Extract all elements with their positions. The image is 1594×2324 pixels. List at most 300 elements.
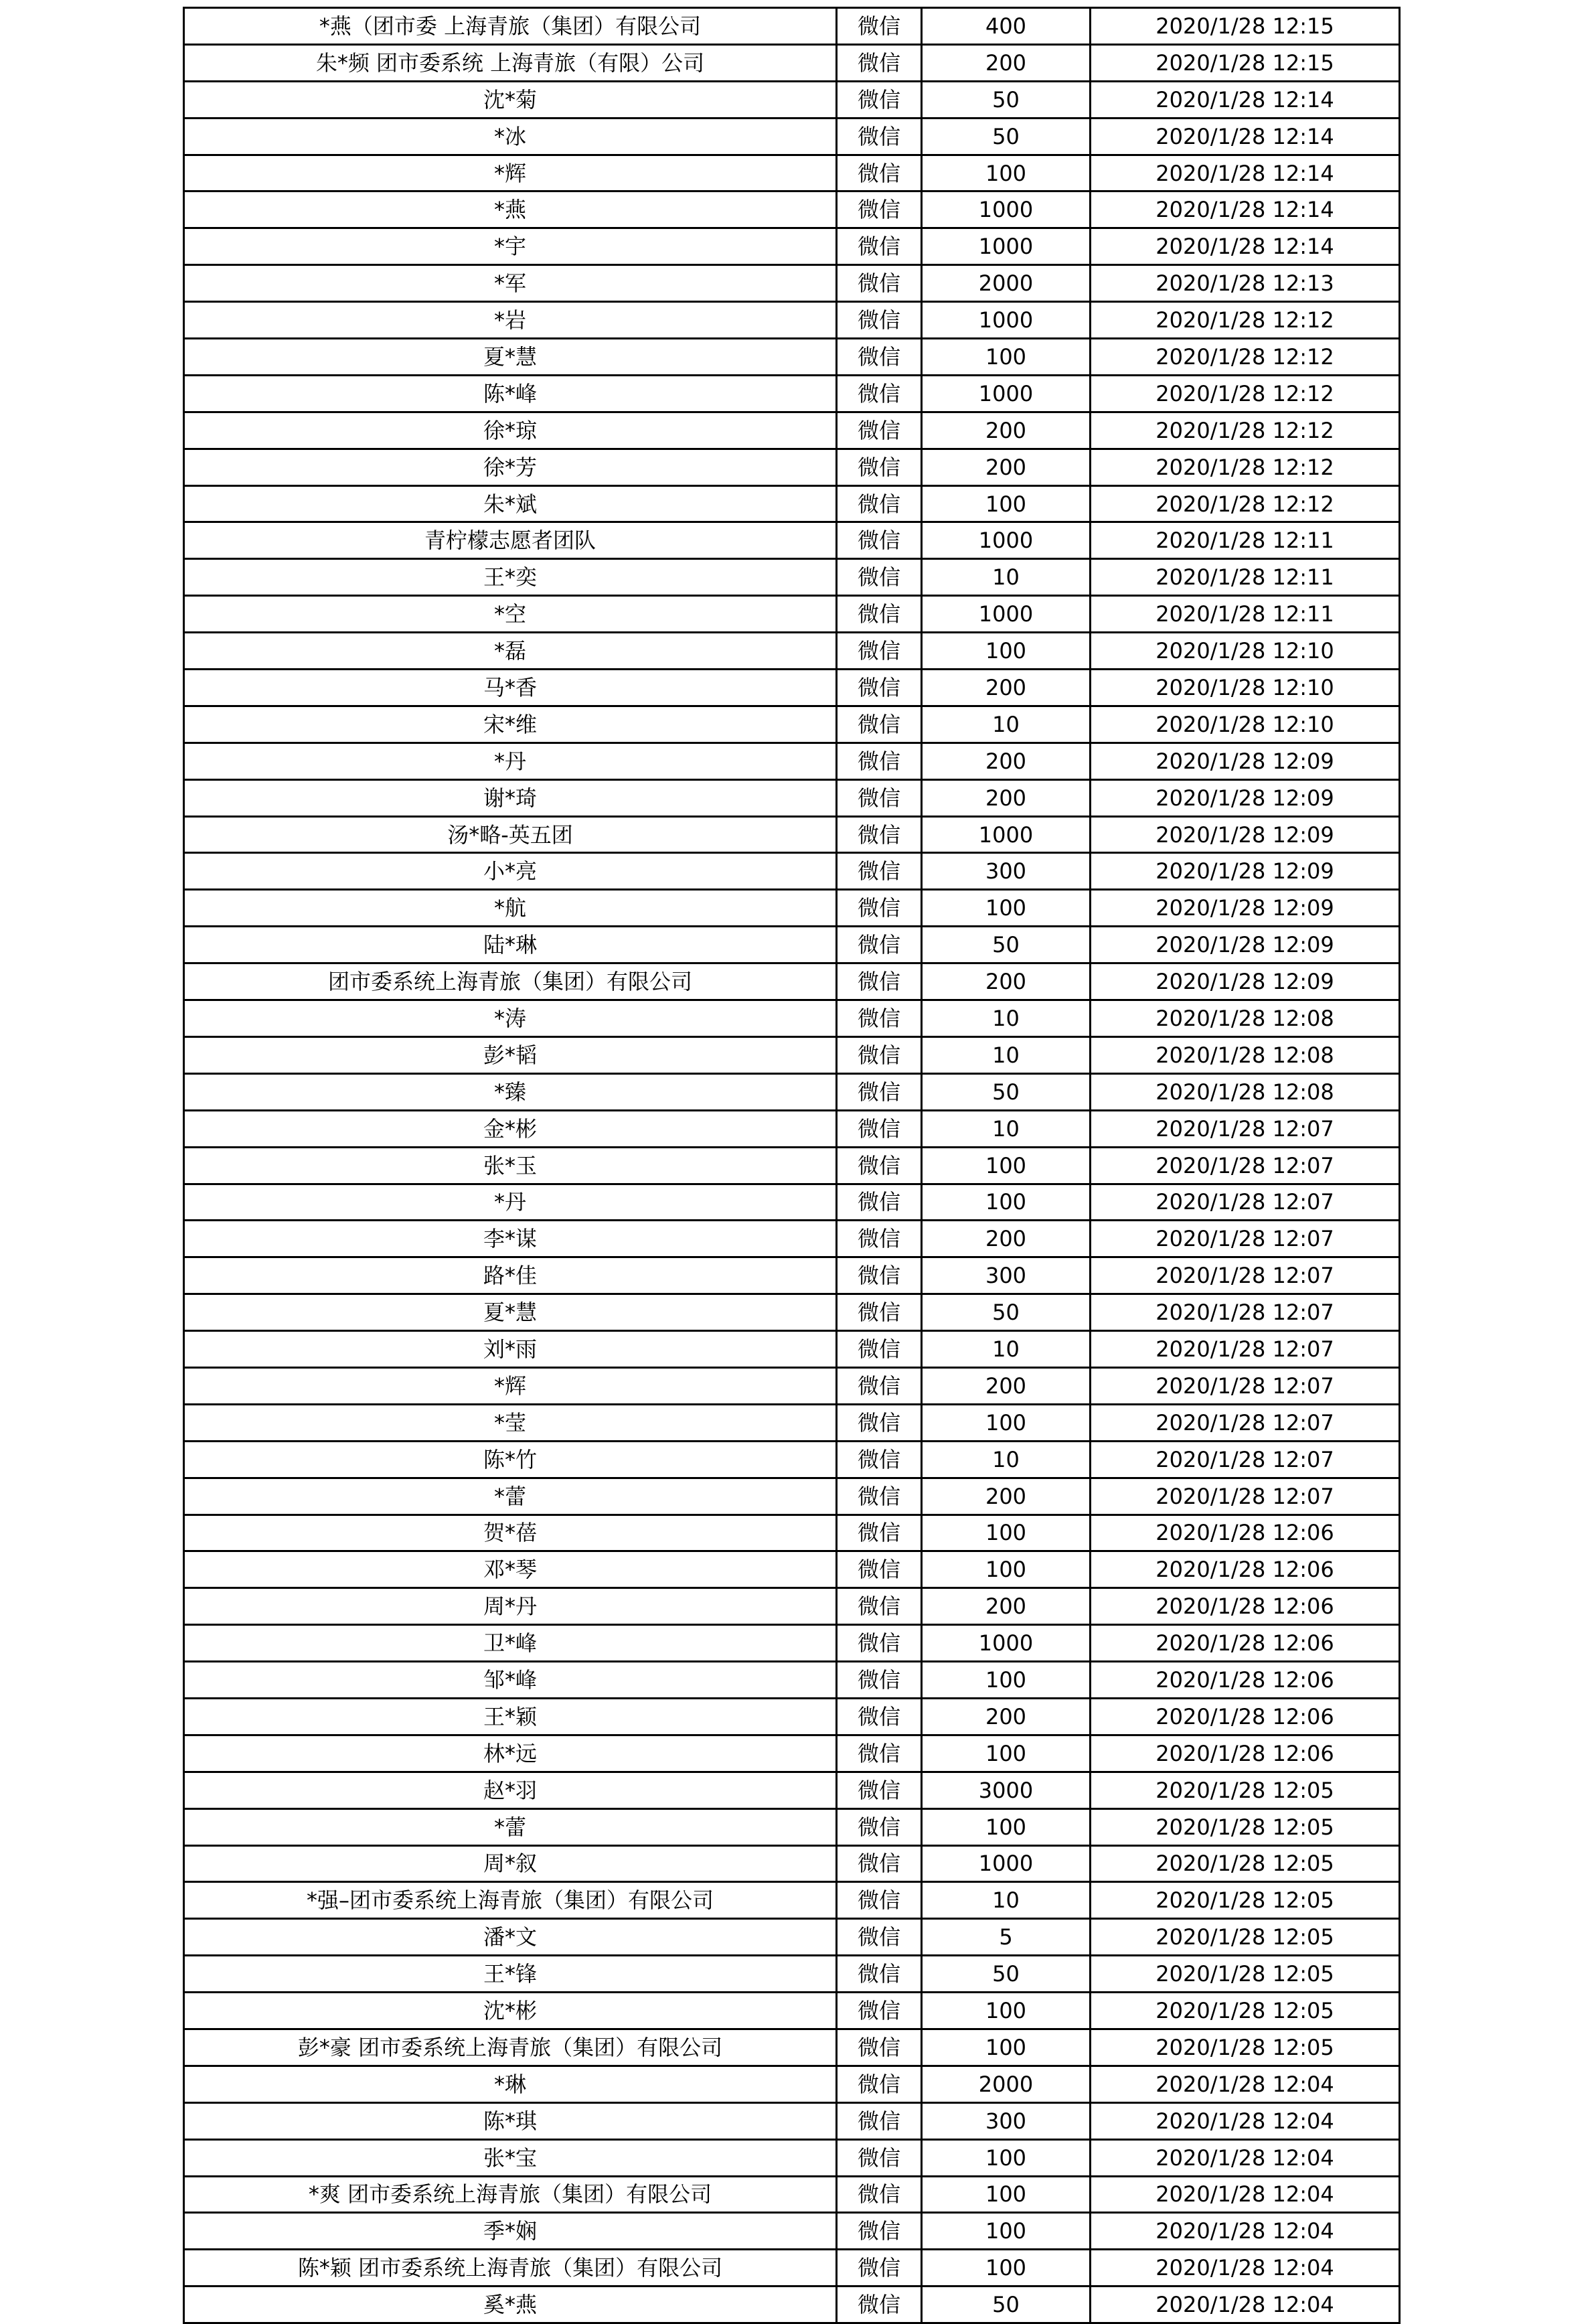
donor-name-cell: 周*叙 [184,1845,837,1882]
table-row [184,81,1400,118]
donor-name-cell: 李*谋 [184,1221,837,1257]
payment-channel-cell: 微信 [837,743,922,779]
payment-channel-cell: 微信 [837,339,922,376]
amount-cell: 100 [922,1515,1091,1551]
timestamp-cell: 2020/1/28 12:11 [1091,522,1400,559]
timestamp-cell: 2020/1/28 12:06 [1091,1515,1400,1551]
payment-channel-cell: 微信 [837,1993,922,2029]
amount-cell: 50 [922,1956,1091,1993]
donor-name-cell: 王*锋 [184,1956,837,1993]
donor-name-cell: *燕（团市委 上海青旅（集团）有限公司 [184,8,837,45]
timestamp-cell: 2020/1/28 12:07 [1091,1478,1400,1515]
amount-cell: 100 [922,2029,1091,2066]
table-row [184,596,1400,633]
timestamp-cell: 2020/1/28 12:07 [1091,1367,1400,1404]
amount-cell: 200 [922,743,1091,779]
table-row [184,2176,1400,2213]
table-row [184,853,1400,890]
table-row [184,2139,1400,2176]
table-row [184,1147,1400,1184]
donor-name-cell: *宇 [184,228,837,265]
donor-name-cell: *爽 团市委系统上海青旅（集团）有限公司 [184,2176,837,2213]
donor-name-cell: *军 [184,265,837,302]
amount-cell: 50 [922,118,1091,155]
payment-channel-cell: 微信 [837,706,922,743]
payment-channel-cell: 微信 [837,522,922,559]
payment-channel-cell: 微信 [837,1698,922,1735]
amount-cell: 1000 [922,191,1091,228]
amount-cell: 100 [922,339,1091,376]
amount-cell: 200 [922,779,1091,816]
table-row [184,1882,1400,1919]
payment-channel-cell: 微信 [837,375,922,412]
donor-name-cell: *莹 [184,1404,837,1441]
table-row [184,1735,1400,1772]
table-row [184,1588,1400,1625]
timestamp-cell: 2020/1/28 12:06 [1091,1662,1400,1699]
payment-channel-cell: 微信 [837,670,922,706]
timestamp-cell: 2020/1/28 12:09 [1091,743,1400,779]
table-row [184,155,1400,191]
timestamp-cell: 2020/1/28 12:08 [1091,1036,1400,1073]
timestamp-cell: 2020/1/28 12:11 [1091,596,1400,633]
table-row [184,191,1400,228]
table-row [184,1294,1400,1331]
table-row [184,2066,1400,2102]
timestamp-cell: 2020/1/28 12:05 [1091,1956,1400,1993]
table-row [184,1772,1400,1808]
payment-channel-cell: 微信 [837,191,922,228]
table-row [184,412,1400,449]
timestamp-cell: 2020/1/28 12:06 [1091,1735,1400,1772]
amount-cell: 200 [922,44,1091,81]
amount-cell: 100 [922,2213,1091,2250]
amount-cell: 1000 [922,816,1091,853]
table-row [184,779,1400,816]
table-row [184,375,1400,412]
payment-channel-cell: 微信 [837,816,922,853]
amount-cell: 100 [922,633,1091,670]
table-row [184,927,1400,963]
timestamp-cell: 2020/1/28 12:07 [1091,1147,1400,1184]
payment-channel-cell: 微信 [837,1478,922,1515]
amount-cell: 10 [922,706,1091,743]
donor-name-cell: 团市委系统上海青旅（集团）有限公司 [184,963,837,1000]
payment-channel-cell: 微信 [837,2029,922,2066]
table-row [184,1551,1400,1588]
amount-cell: 10 [922,559,1091,596]
donor-name-cell: 徐*芳 [184,449,837,485]
payment-channel-cell: 微信 [837,963,922,1000]
payment-channel-cell: 微信 [837,1221,922,1257]
table-row [184,302,1400,339]
table-row [184,1441,1400,1478]
payment-channel-cell: 微信 [837,1772,922,1808]
table-row [184,2029,1400,2066]
payment-channel-cell: 微信 [837,1515,922,1551]
payment-channel-cell: 微信 [837,412,922,449]
donor-name-cell: 王*颖 [184,1698,837,1735]
payment-channel-cell: 微信 [837,8,922,45]
payment-channel-cell: 微信 [837,2287,922,2323]
donor-name-cell: 张*玉 [184,1147,837,1184]
table-row [184,1478,1400,1515]
amount-cell: 100 [922,890,1091,927]
payment-channel-cell: 微信 [837,265,922,302]
timestamp-cell: 2020/1/28 12:11 [1091,559,1400,596]
donor-name-cell: 小*亮 [184,853,837,890]
payment-channel-cell: 微信 [837,302,922,339]
table-row [184,2250,1400,2287]
timestamp-cell: 2020/1/28 12:07 [1091,1221,1400,1257]
payment-channel-cell: 微信 [837,559,922,596]
timestamp-cell: 2020/1/28 12:07 [1091,1404,1400,1441]
table-row [184,44,1400,81]
payment-channel-cell: 微信 [837,1919,922,1956]
timestamp-cell: 2020/1/28 12:04 [1091,2139,1400,2176]
table-row [184,449,1400,485]
table-row [184,265,1400,302]
donor-name-cell: 陈*峰 [184,375,837,412]
payment-channel-cell: 微信 [837,779,922,816]
table-row [184,1698,1400,1735]
table-row [184,1956,1400,1993]
timestamp-cell: 2020/1/28 12:05 [1091,1919,1400,1956]
amount-cell: 400 [922,8,1091,45]
amount-cell: 10 [922,1036,1091,1073]
donor-name-cell: 沈*菊 [184,81,837,118]
timestamp-cell: 2020/1/28 12:09 [1091,890,1400,927]
donor-name-cell: *涛 [184,1000,837,1037]
payment-channel-cell: 微信 [837,1073,922,1110]
amount-cell: 200 [922,449,1091,485]
table-row [184,522,1400,559]
payment-channel-cell: 微信 [837,1257,922,1294]
donor-name-cell: 潘*文 [184,1919,837,1956]
timestamp-cell: 2020/1/28 12:07 [1091,1184,1400,1221]
donor-name-cell: 朱*频 团市委系统 上海青旅（有限）公司 [184,44,837,81]
payment-channel-cell: 微信 [837,81,922,118]
amount-cell: 200 [922,1221,1091,1257]
donation-table-body [184,8,1400,2323]
payment-channel-cell: 微信 [837,1551,922,1588]
table-row [184,2102,1400,2139]
timestamp-cell: 2020/1/28 12:05 [1091,2029,1400,2066]
amount-cell: 300 [922,1257,1091,1294]
timestamp-cell: 2020/1/28 12:09 [1091,779,1400,816]
donor-name-cell: 赵*羽 [184,1772,837,1808]
payment-channel-cell: 微信 [837,118,922,155]
payment-channel-cell: 微信 [837,2250,922,2287]
payment-channel-cell: 微信 [837,927,922,963]
payment-channel-cell: 微信 [837,853,922,890]
amount-cell: 100 [922,2176,1091,2213]
payment-channel-cell: 微信 [837,1036,922,1073]
payment-channel-cell: 微信 [837,1625,922,1662]
donor-name-cell: 陈*竹 [184,1441,837,1478]
timestamp-cell: 2020/1/28 12:08 [1091,1073,1400,1110]
donor-name-cell: 王*奕 [184,559,837,596]
donor-name-cell: 夏*慧 [184,339,837,376]
table-row [184,2287,1400,2323]
amount-cell: 10 [922,1000,1091,1037]
amount-cell: 100 [922,155,1091,191]
amount-cell: 200 [922,1478,1091,1515]
amount-cell: 1000 [922,375,1091,412]
table-row [184,706,1400,743]
donor-name-cell: *岩 [184,302,837,339]
amount-cell: 10 [922,1110,1091,1147]
table-row [184,633,1400,670]
table-row [184,485,1400,522]
timestamp-cell: 2020/1/28 12:10 [1091,670,1400,706]
timestamp-cell: 2020/1/28 12:06 [1091,1698,1400,1735]
payment-channel-cell: 微信 [837,485,922,522]
timestamp-cell: 2020/1/28 12:14 [1091,81,1400,118]
timestamp-cell: 2020/1/28 12:15 [1091,8,1400,45]
donor-name-cell: 季*娴 [184,2213,837,2250]
amount-cell: 100 [922,1551,1091,1588]
amount-cell: 200 [922,1588,1091,1625]
timestamp-cell: 2020/1/28 12:10 [1091,633,1400,670]
amount-cell: 10 [922,1882,1091,1919]
donor-name-cell: *蕾 [184,1808,837,1845]
timestamp-cell: 2020/1/28 12:09 [1091,816,1400,853]
table-row [184,1845,1400,1882]
amount-cell: 200 [922,412,1091,449]
amount-cell: 200 [922,1367,1091,1404]
payment-channel-cell: 微信 [837,2139,922,2176]
donor-name-cell: *辉 [184,155,837,191]
donor-name-cell: *强–团市委系统上海青旅（集团）有限公司 [184,1882,837,1919]
amount-cell: 50 [922,1073,1091,1110]
donor-name-cell: 徐*琼 [184,412,837,449]
amount-cell: 300 [922,853,1091,890]
amount-cell: 1000 [922,302,1091,339]
payment-channel-cell: 微信 [837,2176,922,2213]
donor-name-cell: 周*丹 [184,1588,837,1625]
timestamp-cell: 2020/1/28 12:14 [1091,228,1400,265]
table-row [184,339,1400,376]
donor-name-cell: 青柠檬志愿者团队 [184,522,837,559]
payment-channel-cell: 微信 [837,1294,922,1331]
payment-channel-cell: 微信 [837,1000,922,1037]
payment-channel-cell: 微信 [837,596,922,633]
payment-channel-cell: 微信 [837,44,922,81]
timestamp-cell: 2020/1/28 12:12 [1091,485,1400,522]
timestamp-cell: 2020/1/28 12:09 [1091,927,1400,963]
table-row [184,118,1400,155]
amount-cell: 3000 [922,1772,1091,1808]
timestamp-cell: 2020/1/28 12:05 [1091,1993,1400,2029]
payment-channel-cell: 微信 [837,1441,922,1478]
payment-channel-cell: 微信 [837,1404,922,1441]
amount-cell: 200 [922,963,1091,1000]
donation-table [183,7,1401,2324]
donor-name-cell: *燕 [184,191,837,228]
donor-name-cell: 邹*峰 [184,1662,837,1699]
timestamp-cell: 2020/1/28 12:04 [1091,2066,1400,2102]
table-row [184,890,1400,927]
timestamp-cell: 2020/1/28 12:05 [1091,1772,1400,1808]
table-row [184,1331,1400,1368]
donor-name-cell: *冰 [184,118,837,155]
amount-cell: 100 [922,1404,1091,1441]
donor-name-cell: 贺*蓓 [184,1515,837,1551]
amount-cell: 100 [922,1147,1091,1184]
table-row [184,1000,1400,1037]
payment-channel-cell: 微信 [837,1147,922,1184]
table-row [184,1662,1400,1699]
payment-channel-cell: 微信 [837,1184,922,1221]
table-row [184,1257,1400,1294]
donor-name-cell: *磊 [184,633,837,670]
payment-channel-cell: 微信 [837,1882,922,1919]
payment-channel-cell: 微信 [837,2213,922,2250]
donor-name-cell: *空 [184,596,837,633]
table-row [184,1036,1400,1073]
table-row [184,8,1400,45]
table-row [184,670,1400,706]
donor-name-cell: 邓*琴 [184,1551,837,1588]
amount-cell: 10 [922,1331,1091,1368]
timestamp-cell: 2020/1/28 12:06 [1091,1588,1400,1625]
amount-cell: 100 [922,1808,1091,1845]
amount-cell: 1000 [922,522,1091,559]
donor-name-cell: 汤*略-英五团 [184,816,837,853]
payment-channel-cell: 微信 [837,2066,922,2102]
amount-cell: 1000 [922,1625,1091,1662]
table-row [184,743,1400,779]
payment-channel-cell: 微信 [837,1735,922,1772]
payment-channel-cell: 微信 [837,1588,922,1625]
donor-name-cell: *臻 [184,1073,837,1110]
payment-channel-cell: 微信 [837,449,922,485]
donor-name-cell: 彭*豪 团市委系统上海青旅（集团）有限公司 [184,2029,837,2066]
timestamp-cell: 2020/1/28 12:07 [1091,1110,1400,1147]
table-row [184,1625,1400,1662]
table-row [184,1919,1400,1956]
amount-cell: 50 [922,1294,1091,1331]
donor-name-cell: *琳 [184,2066,837,2102]
table-row [184,1073,1400,1110]
timestamp-cell: 2020/1/28 12:14 [1091,155,1400,191]
table-row [184,963,1400,1000]
table-row [184,559,1400,596]
amount-cell: 50 [922,2287,1091,2323]
table-row [184,1808,1400,1845]
amount-cell: 2000 [922,2066,1091,2102]
table-row [184,1110,1400,1147]
amount-cell: 50 [922,927,1091,963]
timestamp-cell: 2020/1/28 12:14 [1091,118,1400,155]
amount-cell: 1000 [922,1845,1091,1882]
donor-name-cell: 宋*维 [184,706,837,743]
timestamp-cell: 2020/1/28 12:06 [1091,1551,1400,1588]
table-row [184,2213,1400,2250]
donor-name-cell: 卫*峰 [184,1625,837,1662]
table-row [184,1515,1400,1551]
amount-cell: 100 [922,485,1091,522]
donor-name-cell: 夏*慧 [184,1294,837,1331]
timestamp-cell: 2020/1/28 12:12 [1091,302,1400,339]
amount-cell: 100 [922,1184,1091,1221]
timestamp-cell: 2020/1/28 12:09 [1091,963,1400,1000]
amount-cell: 100 [922,2250,1091,2287]
table-row [184,1367,1400,1404]
amount-cell: 5 [922,1919,1091,1956]
donor-name-cell: *航 [184,890,837,927]
donor-name-cell: *丹 [184,1184,837,1221]
timestamp-cell: 2020/1/28 12:06 [1091,1625,1400,1662]
timestamp-cell: 2020/1/28 12:07 [1091,1294,1400,1331]
payment-channel-cell: 微信 [837,890,922,927]
timestamp-cell: 2020/1/28 12:05 [1091,1882,1400,1919]
table-row [184,1184,1400,1221]
timestamp-cell: 2020/1/28 12:09 [1091,853,1400,890]
donor-name-cell: 张*宝 [184,2139,837,2176]
amount-cell: 200 [922,1698,1091,1735]
payment-channel-cell: 微信 [837,1956,922,1993]
amount-cell: 10 [922,1441,1091,1478]
payment-channel-cell: 微信 [837,1808,922,1845]
timestamp-cell: 2020/1/28 12:04 [1091,2102,1400,2139]
donor-name-cell: 马*香 [184,670,837,706]
timestamp-cell: 2020/1/28 12:04 [1091,2213,1400,2250]
timestamp-cell: 2020/1/28 12:04 [1091,2250,1400,2287]
timestamp-cell: 2020/1/28 12:07 [1091,1331,1400,1368]
donor-name-cell: 沈*彬 [184,1993,837,2029]
amount-cell: 200 [922,670,1091,706]
donor-name-cell: 路*佳 [184,1257,837,1294]
payment-channel-cell: 微信 [837,2102,922,2139]
donor-name-cell: 林*远 [184,1735,837,1772]
timestamp-cell: 2020/1/28 12:08 [1091,1000,1400,1037]
amount-cell: 100 [922,1993,1091,2029]
payment-channel-cell: 微信 [837,1110,922,1147]
timestamp-cell: 2020/1/28 12:10 [1091,706,1400,743]
payment-channel-cell: 微信 [837,228,922,265]
payment-channel-cell: 微信 [837,1662,922,1699]
amount-cell: 100 [922,2139,1091,2176]
donor-name-cell: 刘*雨 [184,1331,837,1368]
amount-cell: 2000 [922,265,1091,302]
donor-name-cell: 彭*韬 [184,1036,837,1073]
timestamp-cell: 2020/1/28 12:12 [1091,339,1400,376]
payment-channel-cell: 微信 [837,1331,922,1368]
table-row [184,1993,1400,2029]
payment-channel-cell: 微信 [837,633,922,670]
donor-name-cell: *辉 [184,1367,837,1404]
table-row [184,228,1400,265]
timestamp-cell: 2020/1/28 12:04 [1091,2287,1400,2323]
table-row [184,816,1400,853]
amount-cell: 100 [922,1662,1091,1699]
donor-name-cell: *蕾 [184,1478,837,1515]
amount-cell: 1000 [922,596,1091,633]
amount-cell: 300 [922,2102,1091,2139]
timestamp-cell: 2020/1/28 12:15 [1091,44,1400,81]
payment-channel-cell: 微信 [837,1367,922,1404]
donor-name-cell: 陈*颖 团市委系统上海青旅（集团）有限公司 [184,2250,837,2287]
donor-name-cell: 朱*斌 [184,485,837,522]
timestamp-cell: 2020/1/28 12:05 [1091,1808,1400,1845]
timestamp-cell: 2020/1/28 12:07 [1091,1257,1400,1294]
donor-name-cell: 奚*燕 [184,2287,837,2323]
amount-cell: 100 [922,1735,1091,1772]
timestamp-cell: 2020/1/28 12:12 [1091,412,1400,449]
table-row [184,1404,1400,1441]
